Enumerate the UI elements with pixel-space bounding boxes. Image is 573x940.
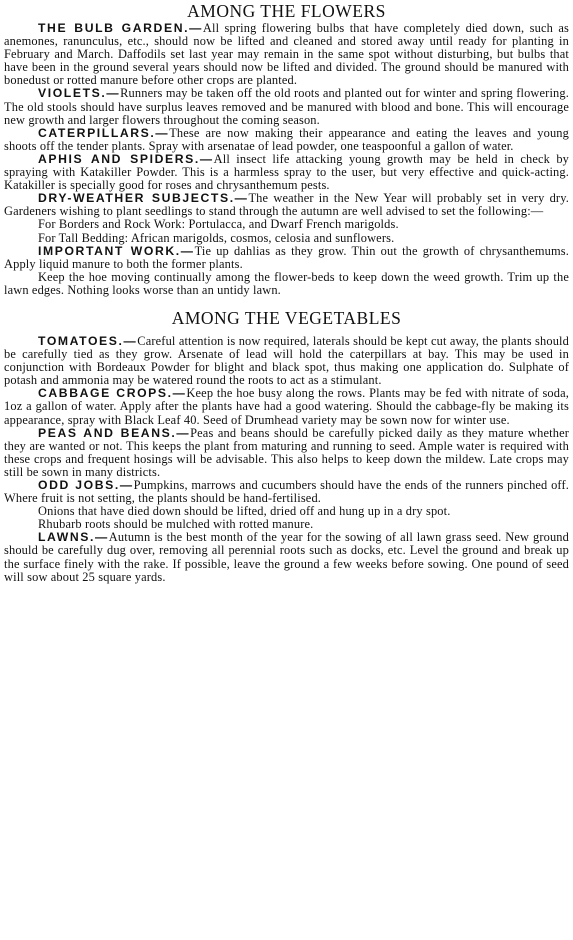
paragraph-aphis-and-spiders xyxy=(4,153,569,192)
flowers-section-title: AMONG THE FLOWERS xyxy=(187,1,386,21)
paragraph-text: For Tall Bedding: African marigolds, cosmos, celosia and sunflowers. xyxy=(38,230,395,245)
flowers-section xyxy=(4,22,569,297)
paragraph-text: Peas and beans should be carefully picked daily as they mature whether they are wanted or not. This keeps the plant from maturing and running to seed. Ample water is required with these crops and frequent hosings will be advisable. This also helps to keep down the mildew. Late crops may still be sown in many districts. xyxy=(4,425,569,479)
paragraph-heading: CATERPILLARS.— xyxy=(38,125,170,140)
paragraph-odd-jobs xyxy=(4,479,569,505)
paragraph-text: Tie up dahlias as they grow. Thin out the growth of chrysanthemums. Apply liquid manure to both the former plants. xyxy=(4,243,569,271)
paragraph-text: All insect life attacking young growth may be held in check by spraying with Katakiller Powder. This is a harmless spray to the user, but very effective and quick-acting. Katakiller is specially good for roses and chrysanthemum pests. xyxy=(4,151,570,193)
paragraph-heading: THE BULB GARDEN.— xyxy=(38,21,203,35)
paragraph-heading: PEAS AND BEANS.— xyxy=(38,425,191,440)
paragraph-keep-the-hoe-moving xyxy=(4,271,569,297)
paragraph-heading: IMPORTANT WORK.— xyxy=(38,243,195,258)
paragraph-text: Runners may be taken off the old roots and planted out for winter and spring flowering. The old stools should have surplus leaves removed and be manured with blood and bone. This will encourage new growth and larger flowers throughout the coming season. xyxy=(4,86,569,127)
paragraph-heading: APHIS AND SPIDERS.— xyxy=(38,151,214,166)
paragraph-peas-and-beans xyxy=(4,427,569,479)
paragraph-text: Pumpkins, marrows and cucumbers should have the ends of the runners pinched off. Where fruit is not setting, the plants should be hand-fertilised. xyxy=(4,478,569,506)
paragraph-text: Keep the hoe busy along the rows. Plants may be fed with nitrate of soda, 1oz a gallon of water. Apply after the plants have had a good watering. Should the cabbage-fly be making its appearance, spray with Black Leaf 40. Seed of Drumhead variety may be sown now for winter use. xyxy=(4,386,570,427)
paragraph-text: Autumn is the best month of the year for the sowing of all lawn grass seed. New ground should be carefully dug over, removing all perennial roots such as docks, etc. Level the ground and break up the surface finely with the rake. If possible, leave the ground a few weeks before sowing. One pound of seed will sow about 25 square yards. xyxy=(4,530,569,584)
paragraph-violets xyxy=(4,87,569,126)
paragraph-heading: CABBAGE CROPS.— xyxy=(38,386,187,401)
paragraph-heading: ODD JOBS.— xyxy=(38,478,134,492)
paragraph-heading: TOMATOES.— xyxy=(38,333,138,348)
paragraph-text: For Borders and Rock Work: Portulacca, and Dwarf French marigolds. xyxy=(38,217,399,232)
vegetables-section xyxy=(4,335,569,584)
paragraph-text: Keep the hoe moving continually among the flower-beds to keep down the weed growth. Trim up the lawn edges. Nothing looks worse than an untidy lawn. xyxy=(4,269,569,297)
paragraph-text: These are now making their appearance and eating the leaves and young shoots off the tender plants. Spray with arsenatae of lead powder, one teaspoonful a gallon of water. xyxy=(4,125,569,153)
paragraph-lawns xyxy=(4,531,569,583)
paragraph-text: The weather in the New Year will probably set in very dry. Gardeners wishing to plant seedlings to stand through the autumn are well advised to set the following:— xyxy=(4,191,569,219)
paragraph-text: Onions that have died down should be lifted, dried off and hung up in a dry spot. xyxy=(38,504,451,519)
paragraph-bulb-garden xyxy=(4,22,569,87)
paragraph-text: Careful attention is now required, laterals should be kept cut away, the plants should be carefully tied as they grow. Arsenate of lead will hold the caterpillars at bay. This may be used in conjunction with Bordeaux Powder for blight and black spot, thus making one application do. Sulphate of potash and ammonia may be watered round the roots to act as a stimulant. xyxy=(4,333,569,388)
paragraph-cabbage-crops xyxy=(4,387,569,426)
paragraph-text: All spring flowering bulbs that have completely died down, such as anemones, ranunculus, etc., should now be lifted and cleaned and stored away until ready for planting in February and March. Daffodils set last year may remain in the same spot without disturbing, but bulbs that have been in the ground several years should now be lifted and divided. The ground should be manured with bonedust or rotted manure before other crops are planted. xyxy=(4,21,569,88)
vegetables-section-title: AMONG THE VEGETABLES xyxy=(171,307,402,328)
paragraph-dry-weather-subjects xyxy=(4,192,569,218)
paragraph-text: Rhubarb roots should be mulched with rotted manure. xyxy=(38,517,314,532)
paragraph-important-work xyxy=(4,245,569,271)
paragraph-heading: DRY-WEATHER SUBJECTS.— xyxy=(38,191,249,206)
paragraph-caterpillars xyxy=(4,127,569,153)
paragraph-heading: VIOLETS.— xyxy=(38,86,121,101)
paragraph-tomatoes xyxy=(4,335,569,387)
paragraph-heading: LAWNS.— xyxy=(38,530,109,545)
